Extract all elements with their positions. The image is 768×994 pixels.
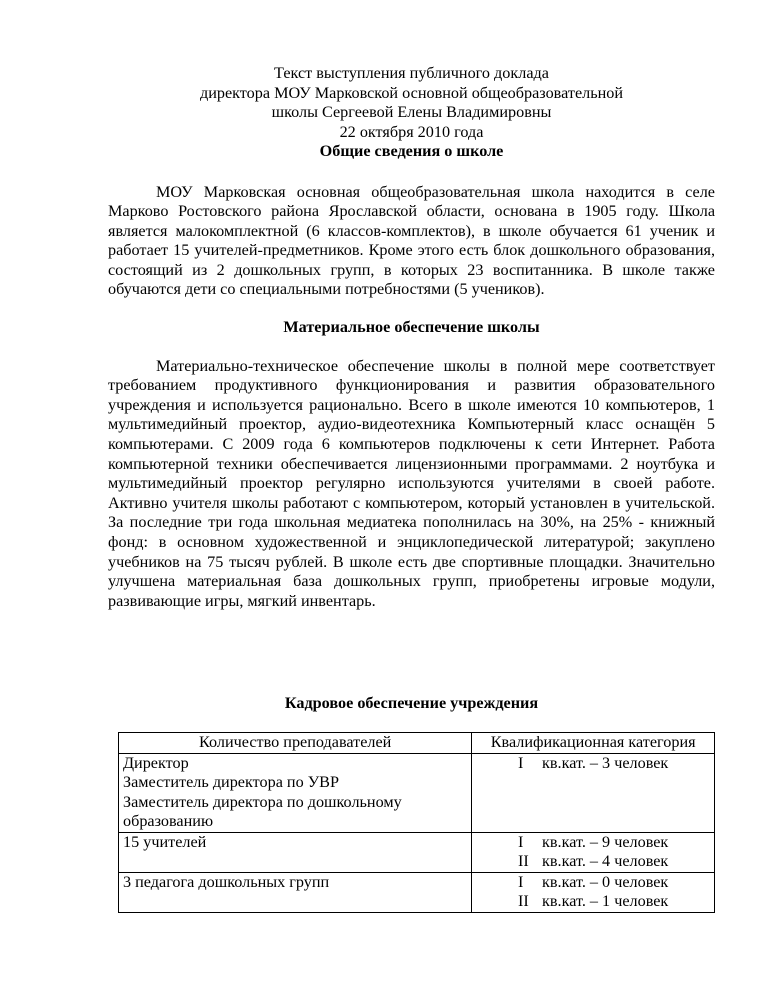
category-line xyxy=(476,754,710,774)
category-level: II xyxy=(518,892,529,910)
position-text: 15 учителей xyxy=(123,832,207,851)
document-page xyxy=(108,64,715,611)
position-text: Заместитель директора по дошкольному образованию xyxy=(123,792,402,830)
section-title-material: Материальное обеспечение школы xyxy=(283,318,540,337)
category-text: кв.кат. – 1 человек xyxy=(542,892,669,910)
category-level: II xyxy=(518,852,529,870)
section-title-general: Общие сведения о школе xyxy=(319,142,504,160)
category-text: кв.кат. – 3 человек xyxy=(542,753,669,772)
section-title-staff: Кадровое обеспечение учреждения xyxy=(284,694,539,712)
position-text: 3 педагога дошкольных групп xyxy=(123,872,330,891)
position-text: Директор xyxy=(123,753,189,772)
column-header-teachers: Количество преподавателей xyxy=(119,733,472,754)
table-header-row xyxy=(119,733,715,754)
header-line-1: Текст выступления публичного доклада xyxy=(274,64,549,82)
column-header-category: Квалификационная категория xyxy=(472,733,715,754)
category-text: кв.кат. – 4 человек xyxy=(542,852,669,870)
general-paragraph: МОУ Марковская основная общеобразовательная школа находится в селе Марково Ростовского района Ярославской области, основана в 1905 году. Школа является малокомплектной (6 классов-комплектов), в школе обучается 61 ученик и работает 15 учителей-предметников. Кроме этого есть блок дошкольного образования, состоящий из 2 дошкольных групп, в которых 23 воспитанника. В школе также обучаются дети со специальными потребностями (5 учеников). xyxy=(108,182,715,299)
category-level: I xyxy=(518,832,524,851)
table-row xyxy=(119,872,715,912)
table-cell-categories xyxy=(472,872,715,912)
header-line-2: директора МОУ Марковской основной общеобразовательной xyxy=(199,83,624,102)
staff-table xyxy=(118,732,715,913)
category-line xyxy=(476,873,710,893)
table-cell-positions xyxy=(119,872,472,912)
table-cell-positions xyxy=(119,753,472,832)
table-row xyxy=(119,753,715,832)
category-level: I xyxy=(518,872,524,891)
category-level: I xyxy=(518,753,524,772)
category-line xyxy=(476,833,710,853)
category-line xyxy=(476,892,710,912)
position-text: Заместитель директора по УВР xyxy=(123,773,339,791)
header-line-3: школы Сергеевой Елены Владимировны xyxy=(271,103,552,121)
category-line xyxy=(476,852,710,872)
table-cell-categories xyxy=(472,832,715,872)
table-row xyxy=(119,832,715,872)
table-cell-categories xyxy=(472,753,715,832)
category-text: кв.кат. – 0 человек xyxy=(542,872,669,891)
category-text: кв.кат. – 9 человек xyxy=(542,832,669,851)
material-paragraph: Материально-техническое обеспечение школы в полной мере соответствует требованием продуктивного функционирования и развития образовательного учреждения и используется рационально. Всего в школе имеются 10 компьютеров, 1 мультимедийный проектор, аудио-видеотехника Компьютерный класс оснащён 5 компьютерами. С 2009 года 6 компьютеров подключены к сети Интернет. Работа компьютерной техники обеспечивается лицензионными программами. 2 ноутбука и мультимедийный проектор регулярно используются учителями в своей работе. Активно учителя школы работают с компьютером, который установлен в учительской. За последние три года школьная медиатека пополнилась на 30%, на 25% - книжный фонд: в основном художественной и энциклопедической литературой; закуплено учебников на 75 тысяч рублей. В школе есть две спортивные площадки. Значительно улучшена материальная база дошкольных групп, приобретены игровые модули, развивающие игры, мягкий инвентарь. xyxy=(108,356,715,610)
table-cell-positions xyxy=(119,832,472,872)
header-date: 22 октября 2010 года xyxy=(339,122,484,141)
